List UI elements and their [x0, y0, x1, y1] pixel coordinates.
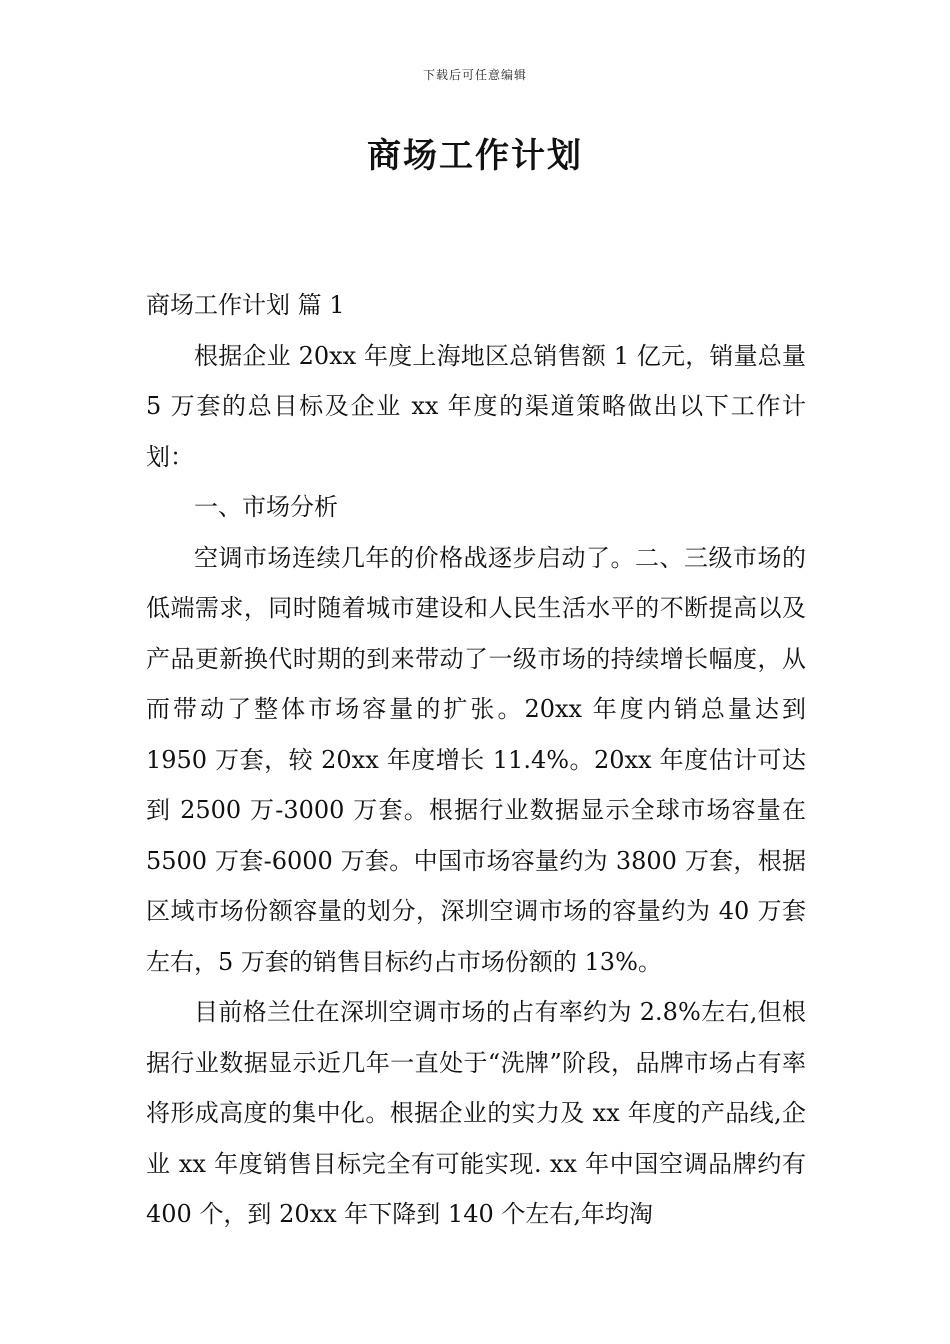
paragraph-intro: 根据企业 20xx 年度上海地区总销售额 1 亿元，销量总量 5 万套的总目标及企业 xx 年度的渠道策略做出以下工作计划： [146, 341, 806, 471]
paragraph-share: 目前格兰仕在深圳空调市场的占有率约为 2.8%左右,但根据行业数据显示近几年一直处于“洗牌”阶段，品牌市场占有率将形成高度的集中化。根据企业的实力及 xx 年度的产品线,企业 xx 年度销售目标完全有可能实现. xx 年中国空调品牌约有 400 个，到 20xx 年下降到 140 个左右,年均淘 [146, 998, 806, 1228]
paragraph-market: 空调市场连续几年的价格战逐步启动了。二、三级市场的低端需求，同时随着城市建设和人民生活水平的不断提高以及产品更新换代时期的到来带动了一级市场的持续增长幅度，从而带动了整体市场容量的扩张。20xx 年度内销总量达到 1950 万套，较 20xx 年度增长 11.4%。20xx 年度估计可达到 2500 万-3000 万套。根据行业数据显示全球市场容量在 5500 万套-6000 万套。中国市场容量约为 3800 万套，根据区域市场份额容量的划分，深圳空调市场的容量约为 40 万套左右，5 万套的销售目标约占市场份额的 13%。 [146, 543, 806, 976]
header-note: 下载后可任意编辑 [422, 68, 527, 82]
document-body [146, 280, 806, 1240]
document-title: 商场工作计划 [367, 136, 583, 176]
section-heading: 商场工作计划 篇 1 [146, 291, 345, 319]
subheading-market-analysis: 一、市场分析 [194, 493, 338, 521]
